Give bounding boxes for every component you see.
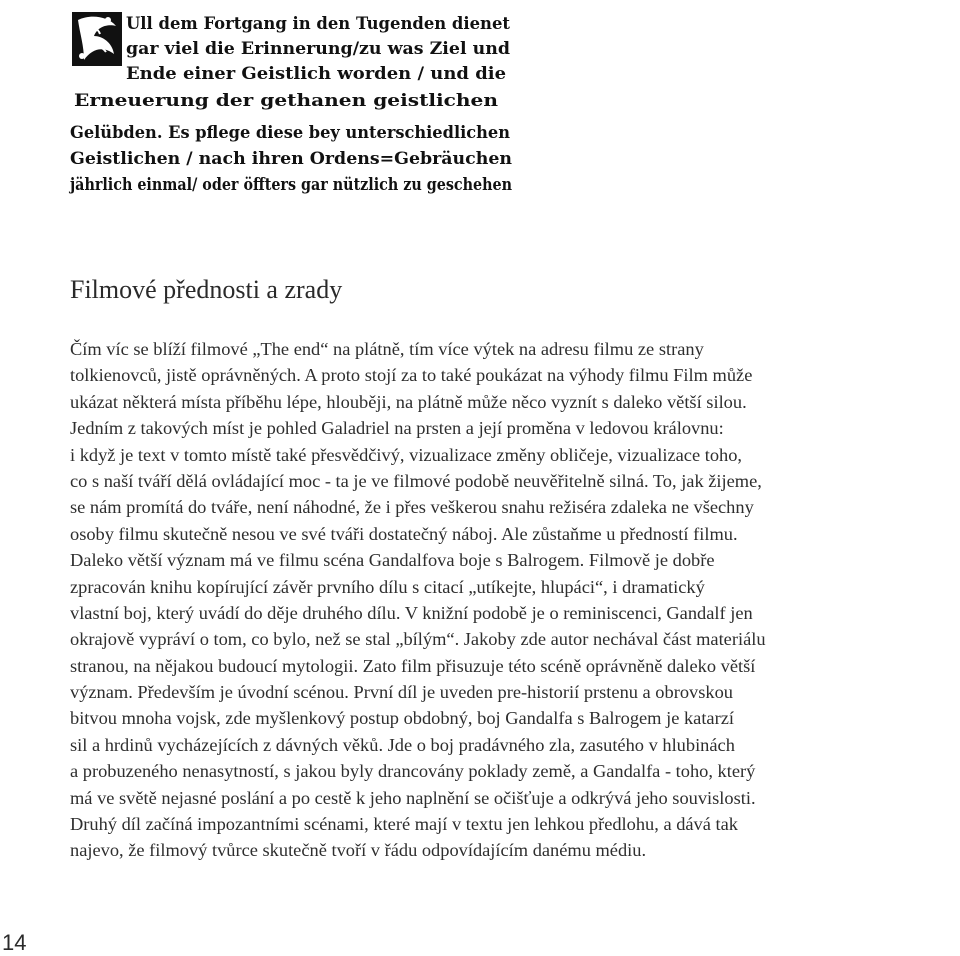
fraktur-text-image (68, 6, 516, 198)
section-heading: Filmové přednosti a zrady (70, 275, 343, 304)
fraktur-line-5: Gelübden. Es pflege diese bey unterschiedlichen (70, 123, 510, 143)
fraktur-line-1: Ull dem Fortgang in den Tugenden dienet (126, 14, 511, 34)
body-line: najevo, že filmový tvůrce skutečně tvoří v řádu odpovídajícím danému médiu. (70, 840, 647, 861)
fraktur-line-7: jährlich einmal/ oder öffters gar nützlich zu geschehen (68, 175, 512, 195)
body-line: význam. Především je úvodní scénou. První díl je uveden pre-historií prstenu a obrovskou (70, 682, 733, 703)
body-line: osoby filmu skutečně nesou ve své tváři dostatečný náboj. Ale zůstaňme u předností filmu. (70, 523, 738, 544)
body-line: vlastní boj, který uvádí do děje druhého dílu. V knižní podobě je o reminiscenci, Gandalf jen (70, 602, 753, 623)
body-line: Čím víc se blíží filmové „The end“ na plátně, tím více výtek na adresu filmu ze strany (70, 339, 704, 359)
body-line: Jedním z takových míst je pohled Galadriel na prsten a její proměna v ledovou královnu: (70, 418, 724, 439)
body-line: co s naší tváří dělá ovládající moc - ta je ve filmové podobě neuvěřitelně silná. To, jak žijeme, (70, 470, 762, 491)
fraktur-line-4: Erneuerung der gethanen geistlichen (74, 91, 498, 111)
fraktur-line-3: Ende einer Geistlich worden / und die (126, 64, 507, 84)
body-line: Daleko větší význam má ve filmu scéna Gandalfova boje s Balrogem. Filmově je dobře (70, 550, 715, 571)
body-line: ukázat některá místa příběhu lépe, hlouběji, na plátně může něco vyznít s daleko větší silou. (70, 391, 747, 412)
body-line: má ve světě nejasné poslání a po cestě k jeho naplnění se očišťuje a odkrývá jeho souvislosti. (70, 787, 756, 808)
body-line: zpracován knihu kopírující závěr prvního dílu s citací „utíkejte, hlupáci“, i dramatický (70, 576, 705, 597)
body-line: stranou, na nějakou budoucí mytologii. Zato film přisuzuje této scéně oprávněně daleko větší (70, 655, 756, 676)
blackletter-text-scan-icon (68, 6, 516, 198)
body-line: bitvou mnoha vojsk, zde myšlenkový postup obdobný, boj Gandalfa s Balrogem je katarzí (70, 708, 734, 729)
body-line: sil a hrdinů vycházejících z dávných věků. Jde o boj pradávného zla, zasutého v hlubinách (70, 734, 735, 755)
body-paragraph (70, 336, 960, 864)
ornamental-initial-icon (72, 12, 122, 66)
body-line: Druhý díl začíná impozantními scénami, které mají v textu jen lehkou předlohu, a dává tak (70, 814, 738, 835)
body-line: i když je text v tomto místě také přesvědčivý, vizualizace změny obličeje, vizualizace toho, (70, 444, 743, 465)
page-number: 14 (2, 930, 27, 955)
body-line: a probuzeného nenasytností, s jakou byly drancovány poklady země, a Gandalfa - toho, který (70, 761, 756, 782)
body-line: okrajově vypráví o tom, co bylo, než se stal „bílým“. Jakoby zde autor nechával část materiálu (70, 629, 766, 650)
fraktur-line-6: Geistlichen / nach ihren Ordens=Gebräuchen (70, 149, 512, 169)
fraktur-line-2: gar viel die Erinnerung/zu was Ziel und (126, 39, 511, 59)
body-line: tolkienovců, jistě oprávněných. A proto stojí za to také poukázat na výhody filmu Film může (70, 365, 753, 386)
body-line: se nám promítá do tváře, není náhodné, že i přes veškerou snahu režiséra zdaleka ne všechny (70, 497, 754, 518)
